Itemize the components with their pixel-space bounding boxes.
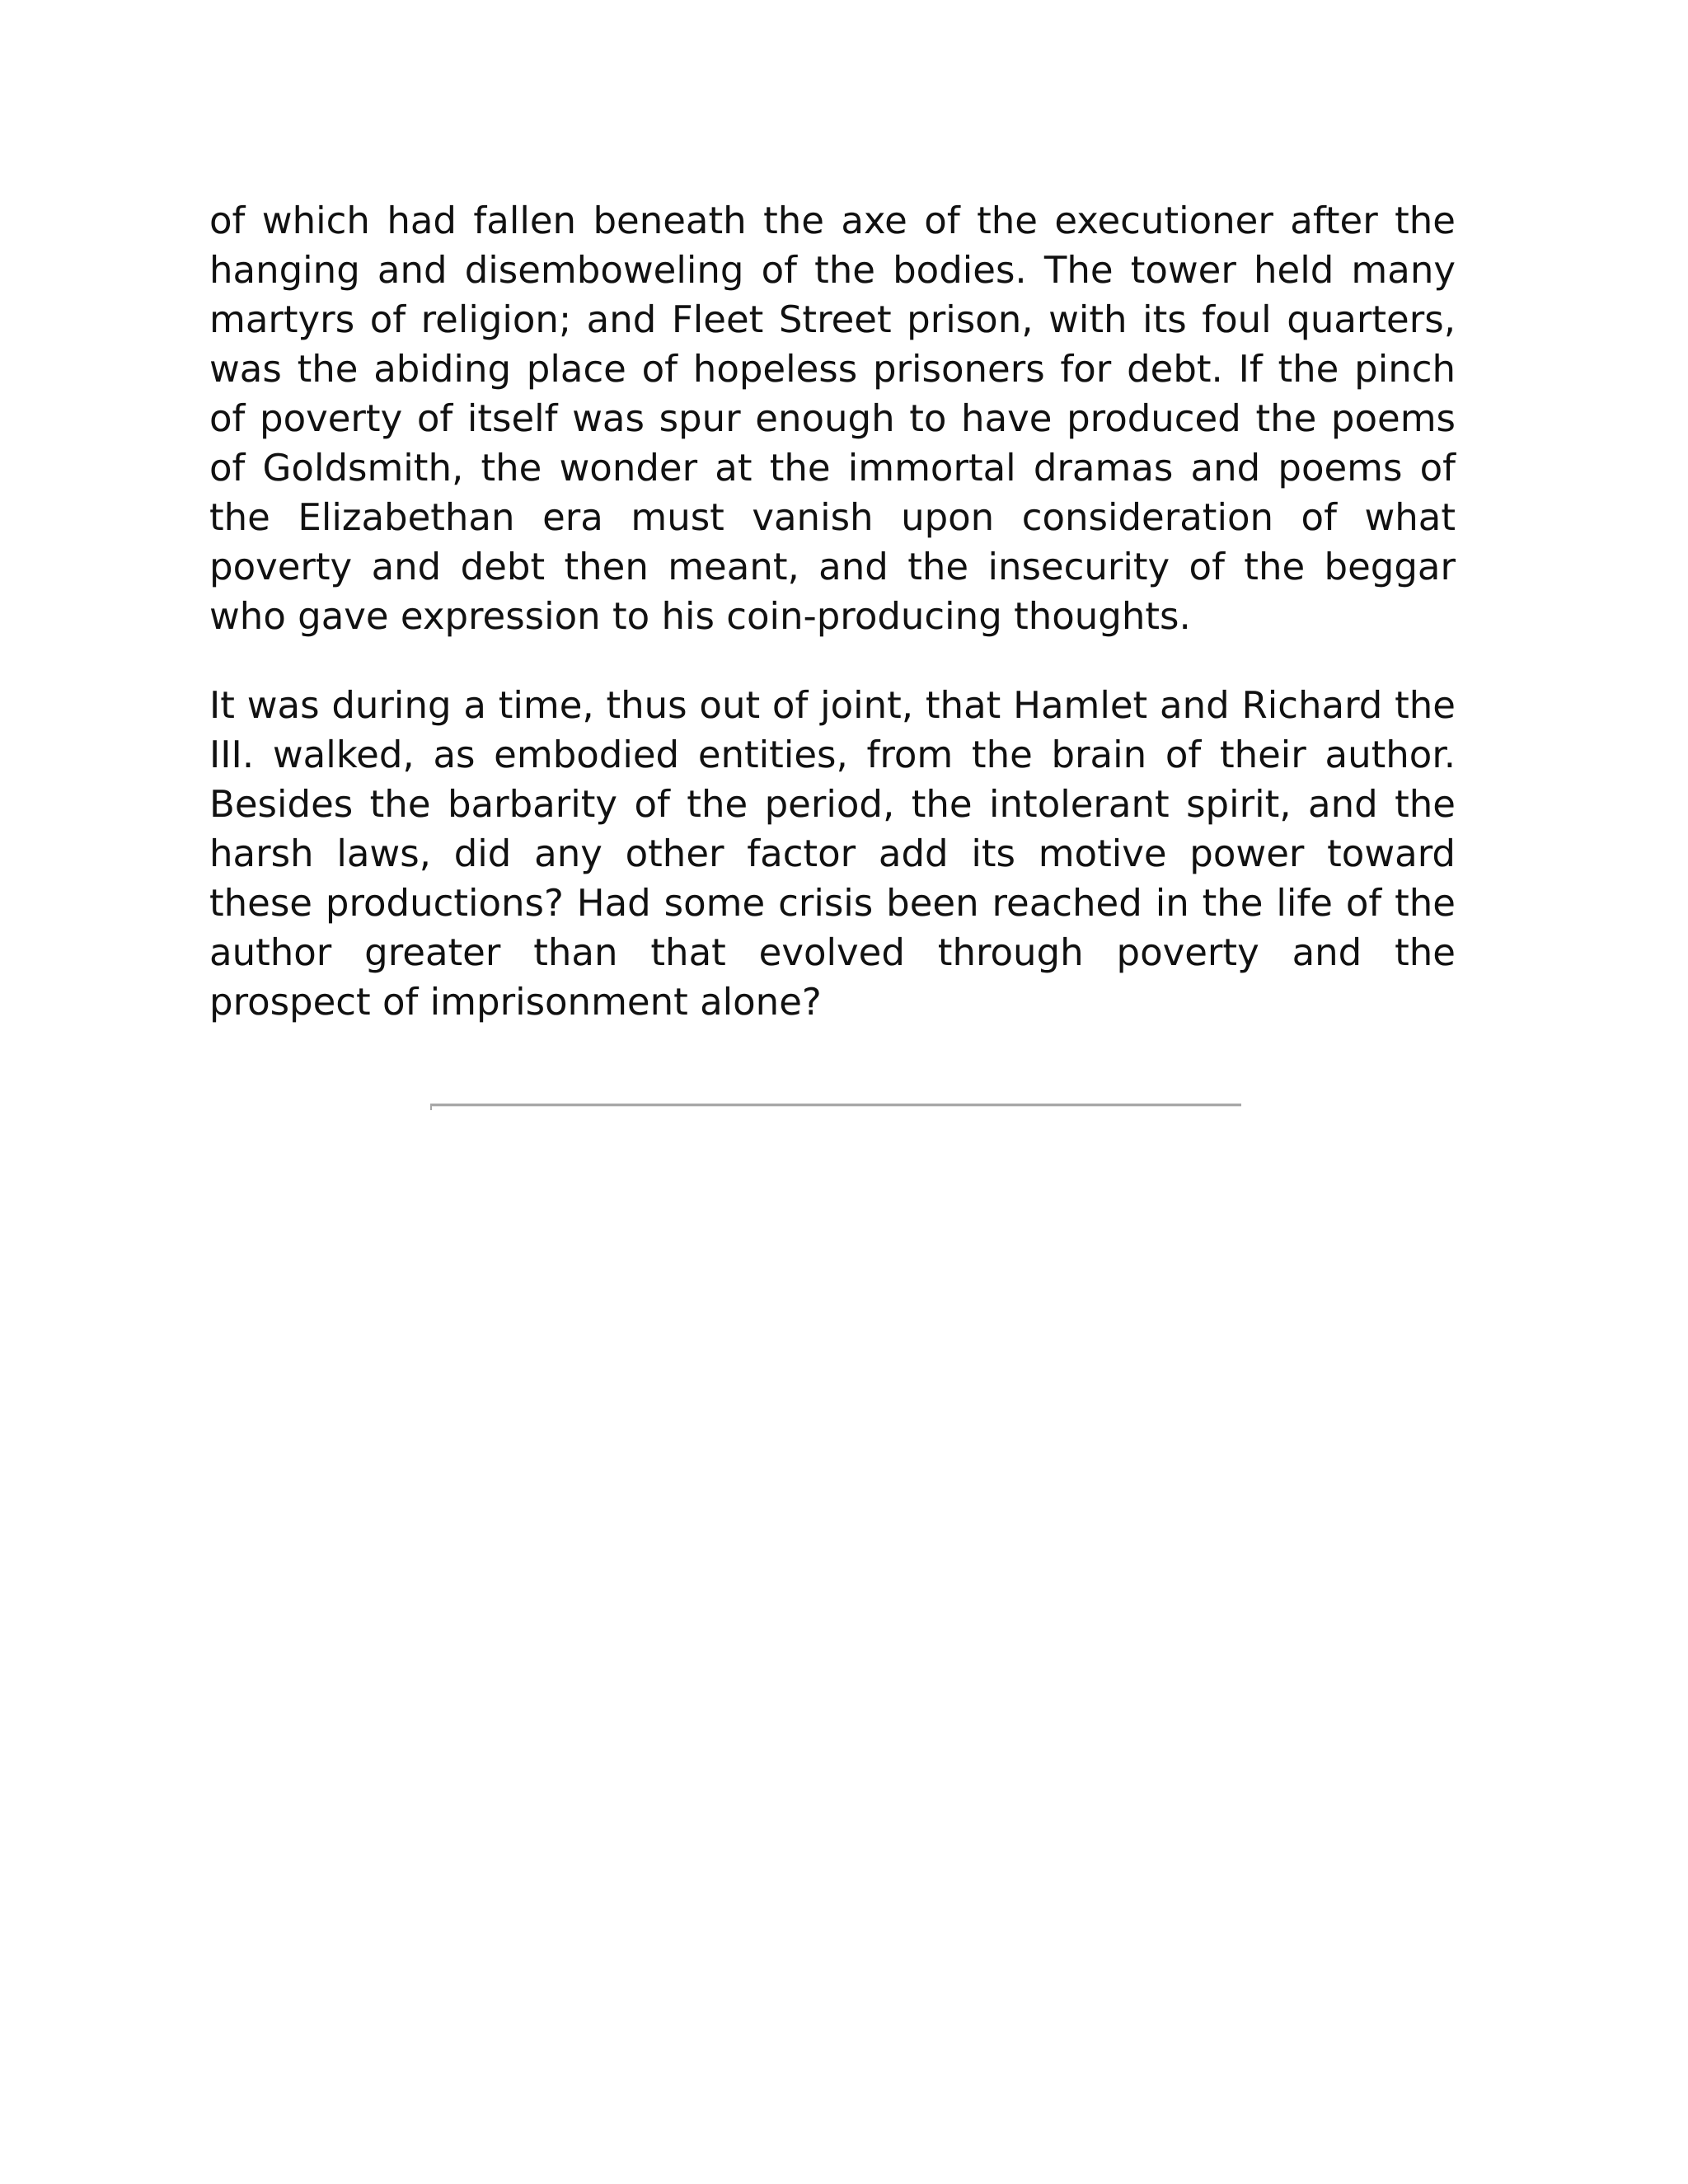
body-text: [209, 196, 1456, 1027]
paragraph-2: It was during a time, thus out of joint, that Hamlet and Richard the III. walked, as embodied entities, from the brain of their author. Besides the barbarity of the period, the intolerant spirit, and the harsh laws, did any other factor add its motive power toward these productions? Had some crisis been reached in the life of the author greater than that evolved through poverty and the prospect of imprisonment alone?: [209, 683, 1456, 1024]
paragraph-1: of which had fallen beneath the axe of the executioner after the hanging and disemboweling of the bodies. The tower held many martyrs of religion; and Fleet Street prison, with its foul quarters, was the abiding place of hopeless prisoners for debt. If the pinch of poverty of itself was spur enough to have produced the poems of Goldsmith, the wonder at the immortal dramas and poems of the Elizabethan era must vanish upon consideration of what poverty and debt then meant, and the insecurity of the beggar who gave expression to his coin-producing thoughts.: [209, 199, 1456, 638]
section-divider: [430, 1104, 1241, 1106]
